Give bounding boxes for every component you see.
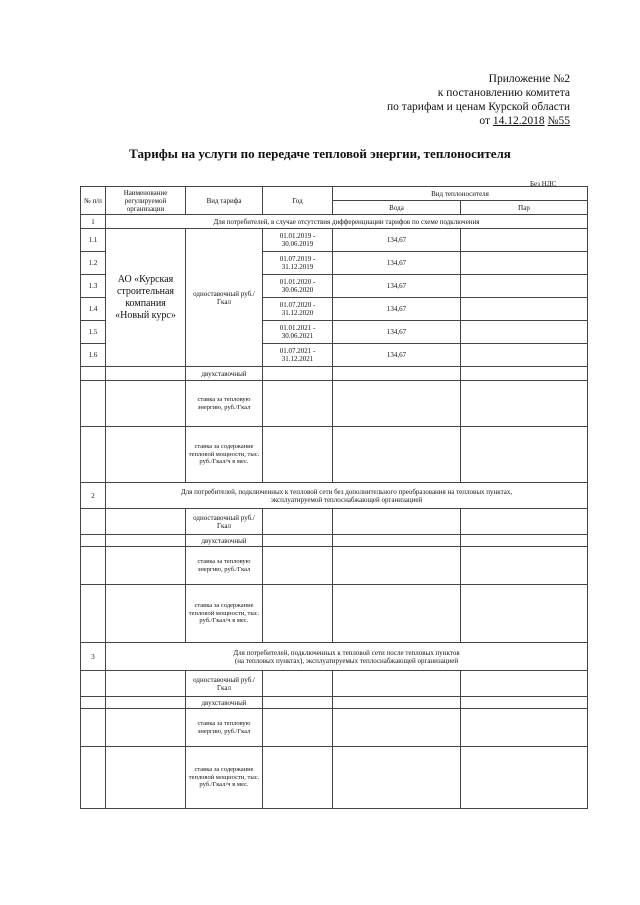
steam-tariff — [461, 321, 588, 344]
row-num: 1.1 — [81, 229, 106, 252]
section-num: 2 — [81, 483, 106, 509]
col-year-header: Год — [263, 187, 333, 215]
appendix-date-line: от 14.12.2018 №55 — [479, 115, 570, 127]
period: 01.01.2019 - 30.06.2019 — [263, 229, 333, 252]
steam-tariff — [461, 344, 588, 367]
row-num: 1.3 — [81, 275, 106, 298]
appendix-number: Приложение №2 — [488, 73, 570, 85]
period: 01.01.2021 - 30.06.2021 — [263, 321, 333, 344]
vat-note: Без НДС — [530, 180, 557, 188]
col-org-header: Наименование регулируемой организации — [106, 187, 186, 215]
steam-tariff — [461, 229, 588, 252]
period: 01.07.2020 - 31.12.2020 — [263, 298, 333, 321]
water-tariff: 134,67 — [333, 298, 461, 321]
period: 01.07.2021 - 31.12.2021 — [263, 344, 333, 367]
col-num-header: № п/п — [81, 187, 106, 215]
tariff-type-two-rate: двухставочный — [186, 535, 263, 547]
col-tariff-type-header: Вид тарифа — [186, 187, 263, 215]
section-num: 3 — [81, 643, 106, 671]
appendix-header — [300, 72, 570, 128]
row-num: 1.6 — [81, 344, 106, 367]
capacity-rate-label: ставка за содержание тепловой мощности, тыс. руб./Гкал/ч в мес. — [186, 585, 263, 643]
section-title: Для потребителей, в случае отсутствия дифференциации тарифов по схеме подключения — [106, 215, 588, 229]
water-tariff: 134,67 — [333, 275, 461, 298]
tariff-type-single: одноставочный руб./Гкал — [186, 229, 263, 367]
water-tariff: 134,67 — [333, 229, 461, 252]
tariff-type-single: одноставочный руб./Гкал — [186, 509, 263, 535]
steam-tariff — [461, 252, 588, 275]
tariff-type-two-rate: двухставочный — [186, 697, 263, 709]
decree-date: 14.12.2018 — [492, 115, 545, 127]
capacity-rate-label: ставка за содержание тепловой мощности, тыс. руб./Гкал/ч в мес. — [186, 747, 263, 809]
row-num: 1.5 — [81, 321, 106, 344]
section-num: 1 — [81, 215, 106, 229]
tariff-type-single: одноставочный руб./Гкал — [186, 671, 263, 697]
tariff-table — [80, 186, 588, 809]
row-num: 1.2 — [81, 252, 106, 275]
energy-rate-label: ставка за тепловую энергию, руб./Гкал — [186, 381, 263, 427]
document-title: Тарифы на услуги по передаче тепловой энергии, теплоносителя — [129, 146, 511, 161]
period: 01.07.2019 - 31.12.2019 — [263, 252, 333, 275]
capacity-rate-label: ставка за содержание тепловой мощности, тыс. руб./Гкал/ч в мес. — [186, 427, 263, 483]
energy-rate-label: ставка за тепловую энергию, руб./Гкал — [186, 547, 263, 585]
steam-tariff — [461, 275, 588, 298]
col-water-header: Вода — [333, 201, 461, 215]
appendix-ref: к постановлению комитета — [437, 87, 570, 99]
col-carrier-header: Вид теплоносителя — [333, 187, 588, 201]
water-tariff: 134,67 — [333, 344, 461, 367]
water-tariff: 134,67 — [333, 252, 461, 275]
organization-name: АО «Курская строительная компания «Новый курс» — [106, 229, 186, 367]
steam-tariff — [461, 298, 588, 321]
section-title: Для потребителей, подключенных к тепловой сети без дополнительного преобразования на тепловых пунктах, эксплуатируемой теплоснабжающей организацией — [106, 483, 588, 509]
col-steam-header: Пар — [461, 201, 588, 215]
appendix-committee: по тарифам и ценам Курской области — [387, 101, 570, 113]
period: 01.01.2020 - 30.06.2020 — [263, 275, 333, 298]
energy-rate-label: ставка за тепловую энергию, руб./Гкал — [186, 709, 263, 747]
section-title: Для потребителей, подключенных к тепловой сети после тепловых пунктов (на тепловых пунктах), эксплуатируемых теплоснабжающей организацией — [106, 643, 588, 671]
water-tariff: 134,67 — [333, 321, 461, 344]
tariff-type-two-rate: двухставочный — [186, 367, 263, 381]
decree-number: №55 — [547, 115, 570, 127]
row-num: 1.4 — [81, 298, 106, 321]
